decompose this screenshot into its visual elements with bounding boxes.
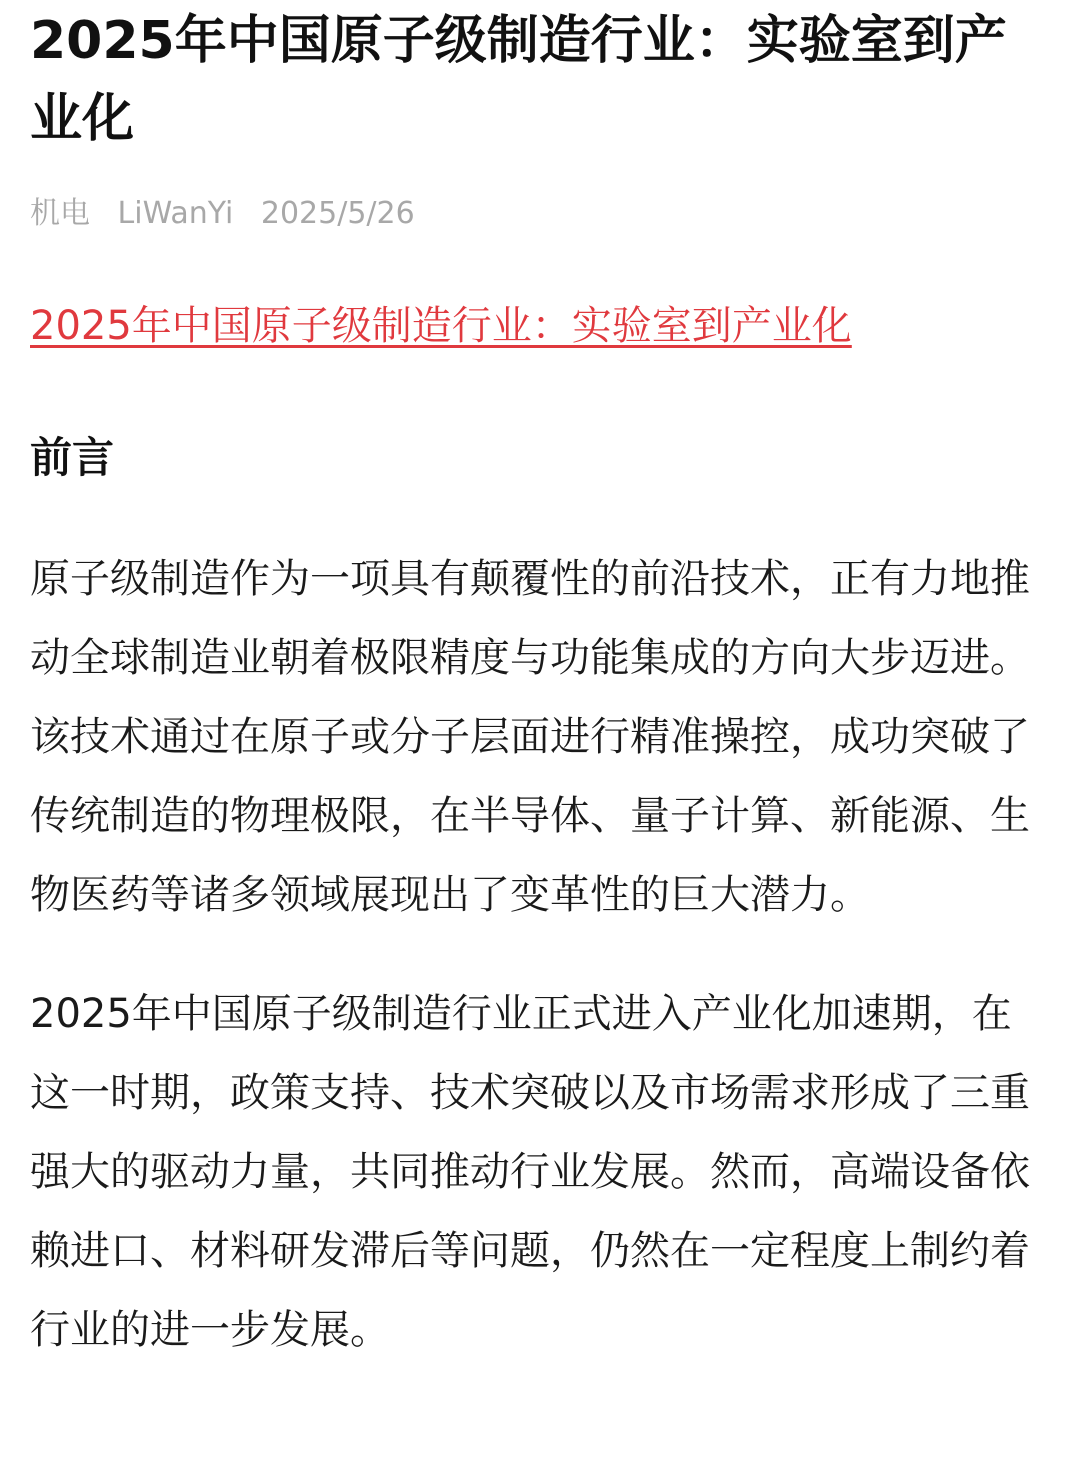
meta-author[interactable]: LiWanYi xyxy=(117,196,234,231)
article-meta xyxy=(30,194,1035,234)
section-heading: 前言 xyxy=(30,433,115,482)
source-article-link[interactable]: 2025年中国原子级制造行业：实验室到产业化 xyxy=(30,303,852,349)
meta-category[interactable]: 机电 xyxy=(30,196,90,231)
paragraph-intro: 原子级制造作为一项具有颠覆性的前沿技术，正有力地推动全球制造业朝着极限精度与功能集成的方向大步迈进。该技术通过在原子或分子层面进行精准操控，成功突破了传统制造的物理极限，在半导体、量子计算、新能源、生物医药等诸多领域展现出了变革性的巨大潜力。 xyxy=(30,556,1030,918)
meta-date: 2025/5/26 xyxy=(260,196,415,231)
article-title: 2025年中国原子级制造行业：实验室到产业化 xyxy=(30,11,1007,149)
article xyxy=(30,0,1035,1370)
paragraph-industry: 2025年中国原子级制造行业正式进入产业化加速期，在这一时期，政策支持、技术突破以及市场需求形成了三重强大的驱动力量，共同推动行业发展。然而，高端设备依赖进口、材料研发滞后等问题，仍然在一定程度上制约着行业的进一步发展。 xyxy=(30,991,1030,1353)
